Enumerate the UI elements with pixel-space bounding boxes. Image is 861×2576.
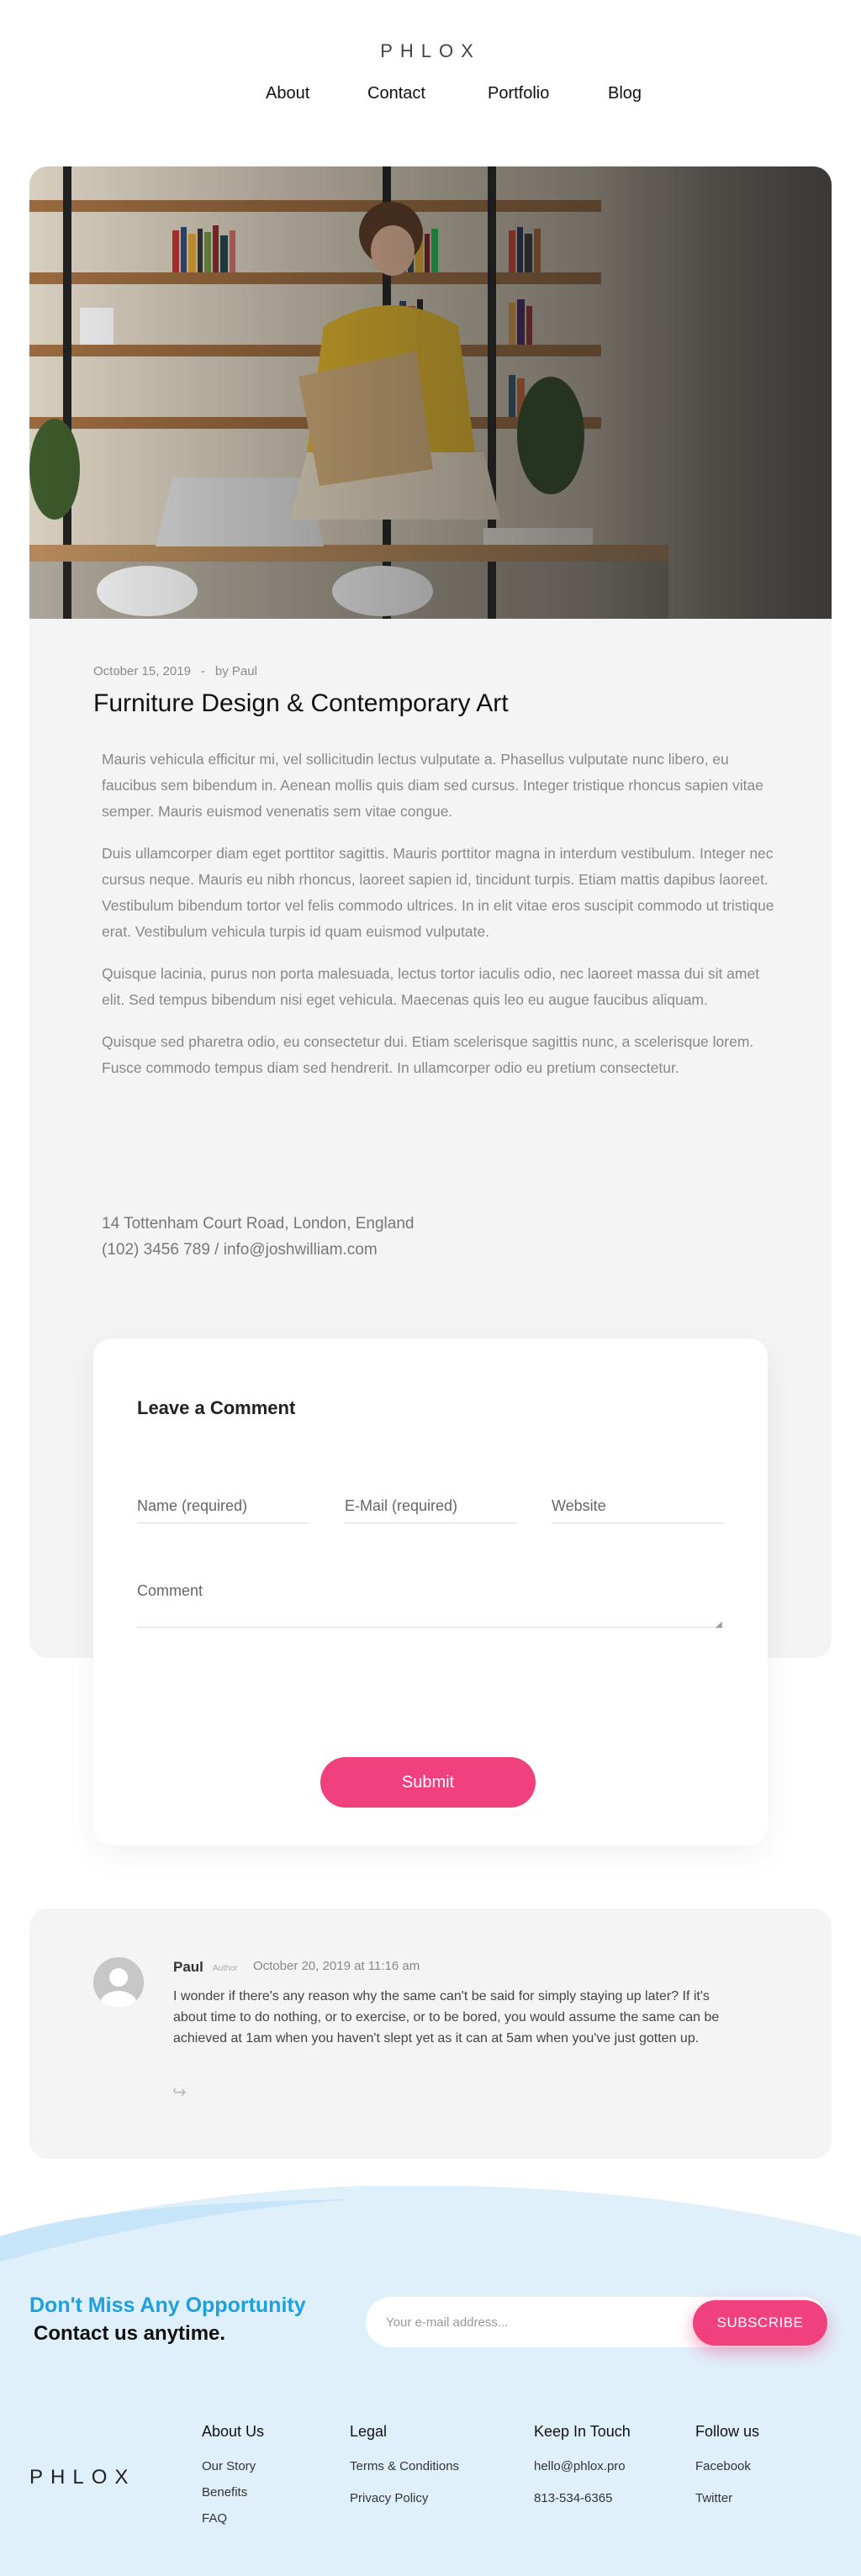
footer-contact-column: [534, 2423, 631, 2523]
nav-contact[interactable]: Contact: [367, 84, 425, 103]
newsletter-subtitle: Contact us anytime.: [34, 2322, 226, 2345]
comment-text: I wonder if there's any reason why the same can't be said for simply staying up later? If it's about time to do nothing, or to exercise, or to be bored, you would assume the same can be achieved at 1am when you haven't slept yet as it can at 5am when you've just gotten up.: [173, 1989, 720, 2045]
post-paragraph: Quisque lacinia, purus non porta malesuada, lectus tortor iaculis odio, nec laoreet massa dui sit amet elit. Sed tempus bibendum nisi eget vehicula. Maecenas quis leo eu augue faucibus aliquam.: [102, 965, 760, 1008]
comment-author[interactable]: Paul: [173, 1959, 203, 1975]
nav-portfolio[interactable]: Portfolio: [488, 84, 550, 103]
comment-date[interactable]: October 20, 2019 at 11:16 am: [253, 1959, 420, 1973]
newsletter-email-input[interactable]: [384, 2297, 687, 2347]
newsletter-title: Don't Miss Any Opportunity: [29, 2294, 306, 2317]
post-paragraph: Mauris vehicula efficitur mi, vel sollicitudin lectus vulputate a. Phasellus vulputate nunc libero, eu faucibus sem bibendum in. Aenean mollis quis diam sed cursus. Integer tristique rhoncus sapien vitae semper. Mauris euismod venenatis sem vitae congue.: [102, 751, 763, 820]
footer-column-title: Keep In Touch: [534, 2423, 631, 2440]
author-badge: Author: [213, 1964, 238, 1973]
footer-column-title: Follow us: [695, 2423, 760, 2440]
comment-form: [93, 1338, 768, 1845]
avatar: [93, 1957, 144, 2008]
website-field[interactable]: [552, 1490, 724, 1523]
subscribe-button[interactable]: SUBSCRIBE: [693, 2300, 827, 2346]
contact-address: [102, 1211, 414, 1263]
site-logo[interactable]: PHLOX: [380, 40, 481, 61]
meta-separator: -: [200, 664, 205, 678]
comment-form-title: Leave a Comment: [137, 1397, 296, 1418]
name-field[interactable]: [137, 1490, 309, 1523]
comment-field[interactable]: [137, 1582, 724, 1628]
footer-link-privacy[interactable]: Privacy Policy: [350, 2491, 429, 2505]
nav-about[interactable]: About: [266, 84, 310, 103]
footer-link-terms[interactable]: Terms & Conditions: [350, 2459, 460, 2473]
footer-about-column: [202, 2423, 264, 2537]
post-body: [102, 747, 774, 1097]
resize-grip-icon[interactable]: ◢: [716, 1620, 722, 1629]
email-field[interactable]: [345, 1490, 517, 1523]
hero-illustration: [29, 166, 832, 619]
post-title: Furniture Design & Contemporary Art: [93, 689, 509, 717]
address-line: 14 Tottenham Court Road, London, England: [102, 1215, 415, 1233]
footer-link-faq[interactable]: FAQ: [202, 2511, 228, 2526]
footer-column-title: About Us: [202, 2423, 265, 2440]
post-paragraph: Duis ullamcorper diam eget porttitor sagittis. Mauris porttitor magna in interdum vestibulum. Integer nec cursus neque. Mauris eu nibh rhoncus, laoreet sapien id, tincidunt turpis. Etiam mattis dapibus laoreet. Vestibulum bibendum tortor vel felis commodo ultrices. In in elit vitae eros suscipit commodo ut tristique erat. Vestibulum vehicula turpis id quam euismod vulputate.: [102, 845, 774, 940]
submit-button[interactable]: Submit: [320, 1757, 536, 1808]
hero-image: [29, 166, 832, 619]
footer-social-column: [695, 2423, 759, 2523]
footer-link-twitter[interactable]: Twitter: [695, 2491, 733, 2505]
footer-column-title: Legal: [350, 2423, 388, 2440]
post-date[interactable]: October 15, 2019: [93, 664, 191, 678]
footer-link-our-story[interactable]: Our Story: [202, 2459, 256, 2473]
reply-icon[interactable]: ↪: [172, 2083, 187, 2102]
nav-blog[interactable]: Blog: [608, 84, 642, 103]
footer-link-email[interactable]: hello@phlox.pro: [534, 2459, 626, 2473]
comments-section: [29, 1908, 832, 2159]
post-meta: [93, 664, 257, 678]
post-author[interactable]: by Paul: [214, 664, 257, 678]
user-silhouette-icon: [93, 1957, 144, 2008]
footer-link-phone[interactable]: 813-534-6365: [534, 2491, 613, 2505]
footer-link-facebook[interactable]: Facebook: [695, 2459, 751, 2473]
footer-legal-column: [350, 2423, 459, 2523]
phone-email-line: (102) 3456 789 / info@joshwilliam.com: [102, 1241, 378, 1259]
footer-link-benefits[interactable]: Benefits: [202, 2485, 248, 2499]
footer-logo[interactable]: PHLOX: [29, 2466, 136, 2489]
post-paragraph: Quisque sed pharetra odio, eu consectetur dui. Etiam scelerisque sagittis nunc, a scelerisque lorem. Fusce commodo tempus diam sed hendrerit. In ullamcorper odio eu pretium consectetur.: [102, 1033, 754, 1076]
